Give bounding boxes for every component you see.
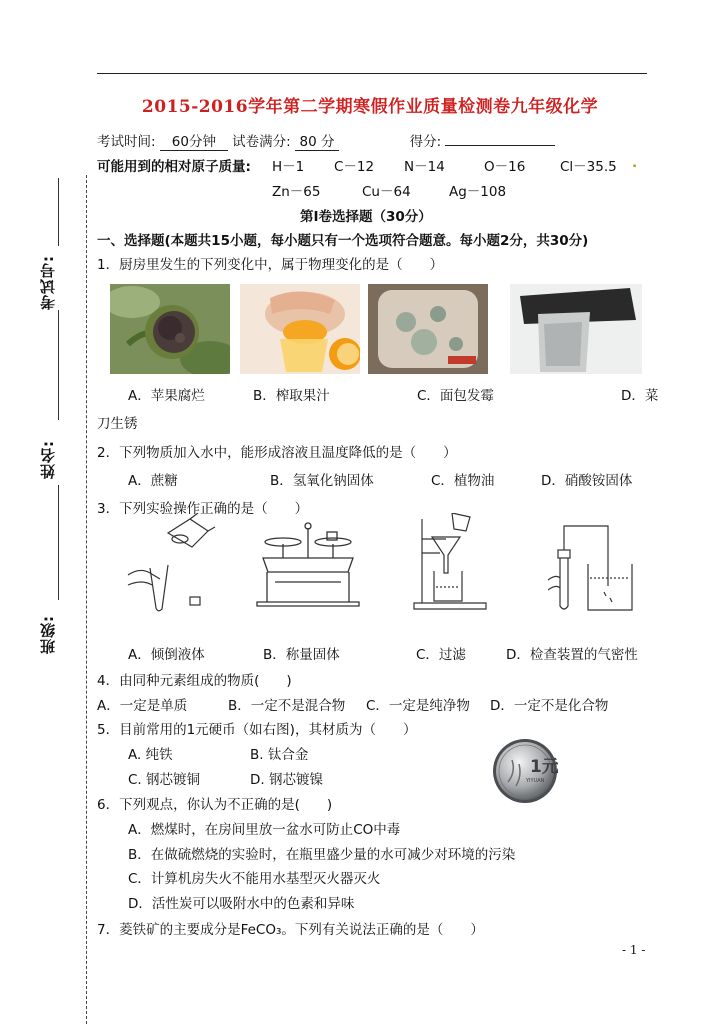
q1-photo-rotten-apple	[110, 284, 230, 374]
q6-option-d[interactable]: D．活性炭可以吸附水中的色素和异味	[128, 896, 355, 912]
section-title: 第Ⅰ卷选择题（30分）	[300, 209, 432, 225]
q3-stem: 3．下列实验操作正确的是（ ）	[97, 501, 309, 517]
atomic-mass-row	[97, 155, 251, 175]
q4-option-d[interactable]: D．一定不是化合物	[490, 698, 609, 714]
got-score-field[interactable]	[445, 145, 555, 146]
q1-photo-moldy-bread	[368, 284, 488, 374]
q7-stem: 7．菱铁矿的主要成分是FeCO₃。下列有关说法正确的是（ ）	[97, 922, 484, 938]
mass-h: H－1	[272, 159, 305, 175]
side-field-name	[30, 440, 64, 479]
mass-c: C－12	[334, 159, 375, 175]
q5-option-b[interactable]: B. 钛合金	[250, 747, 309, 763]
q3-option-d[interactable]: D．检查装置的气密性	[506, 647, 638, 663]
q3-figure-airtightness	[548, 518, 638, 617]
exam-title: 2015-2016学年第二学期寒假作业质量检测卷九年级化学	[141, 97, 599, 117]
part-title: 一、选择题(本题共15小题，每小题只有一个选项符合题意。每小题2分，共30分)	[97, 233, 589, 249]
q2-option-d[interactable]: D．硝酸铵固体	[541, 473, 633, 489]
q1-option-b[interactable]: B．榨取果汁	[253, 388, 330, 404]
q6-option-b[interactable]: B．在做硫燃烧的实验时，在瓶里盛少量的水可减少对环境的污染	[128, 847, 516, 863]
mass-cu: Cu－64	[362, 184, 411, 200]
coin-denomination: 1元	[530, 757, 558, 777]
q2-option-a[interactable]: A．蔗糖	[128, 473, 178, 489]
side-label-class: 班级:	[38, 615, 57, 654]
q3-option-a[interactable]: A．倾倒液体	[128, 647, 205, 663]
q1-photo-rusty-knife	[510, 284, 642, 374]
q2-stem: 2．下列物质加入水中，能形成溶液且温度降低的是（ ）	[97, 445, 457, 461]
side-label-name: 姓名:	[38, 440, 57, 479]
time-value: 60分钟	[160, 130, 228, 151]
q5-option-a[interactable]: A. 纯铁	[128, 747, 173, 763]
q6-stem: 6．下列观点，你认为不正确的是( )	[97, 797, 333, 813]
q1-option-d-cont: 刀生锈	[97, 416, 138, 432]
q2-option-b[interactable]: B．氢氧化钠固体	[270, 473, 374, 489]
q4-stem: 4．由同种元素组成的物质( )	[97, 673, 292, 689]
score-value: 80 分	[295, 130, 339, 151]
q3-figure-balance	[253, 520, 363, 614]
q1-stem: 1．厨房里发生的下列变化中，属于物理变化的是（ ）	[97, 257, 444, 273]
exam-info-row	[97, 130, 555, 151]
q3-option-b[interactable]: B．称量固体	[263, 647, 340, 663]
q3-figure-pour-liquid	[120, 513, 220, 617]
q5-stem: 5．目前常用的1元硬币（如右图)，其材质为（ ）	[97, 722, 417, 738]
q1-option-a[interactable]: A．苹果腐烂	[128, 388, 205, 404]
page-number: - 1 -	[622, 943, 646, 957]
q1-photo-juicer	[240, 284, 360, 374]
q1-option-c[interactable]: C．面包发霉	[417, 388, 494, 404]
q4-option-b[interactable]: B．一定不是混合物	[228, 698, 346, 714]
q4-option-a[interactable]: A．一定是单质	[97, 698, 188, 714]
binding-dashed-line	[86, 175, 87, 1024]
side-line-class	[58, 485, 59, 600]
time-label: 考试时间:	[97, 134, 156, 150]
side-line-exam-number	[58, 178, 59, 246]
q5-option-c[interactable]: C. 钢芯镀铜	[128, 772, 201, 788]
q6-option-c[interactable]: C．计算机房失火不能用水基型灭火器灭火	[128, 871, 381, 887]
q3-figure-filtration	[410, 513, 490, 617]
side-label-exam-number: 考试号:	[38, 255, 57, 310]
q3-option-c[interactable]: C．过滤	[416, 647, 466, 663]
atomic-mass-label: 可能用到的相对原子质量:	[97, 159, 251, 175]
mass-n: N－14	[404, 159, 445, 175]
q5-option-d[interactable]: D. 钢芯镀镍	[250, 772, 323, 788]
q4-option-c[interactable]: C．一定是纯净物	[366, 698, 470, 714]
side-field-class	[30, 615, 64, 654]
score-label: 试卷满分:	[232, 134, 291, 150]
q1-option-d[interactable]: D．菜	[621, 388, 659, 404]
mass-zn: Zn－65	[272, 184, 321, 200]
mass-o: O－16	[484, 159, 526, 175]
header-rule	[97, 73, 647, 74]
q5-coin-image	[492, 738, 558, 804]
coin-small-text: YIYUAN	[526, 778, 545, 784]
side-field-exam-number	[30, 255, 64, 310]
mass-period: .	[632, 155, 638, 171]
q2-option-c[interactable]: C．植物油	[431, 473, 495, 489]
mass-cl: Cl－35.5	[560, 159, 617, 175]
got-score-label: 得分:	[409, 134, 442, 150]
mass-ag: Ag－108	[449, 184, 507, 200]
q6-option-a[interactable]: A．燃煤时，在房间里放一盆水可防止CO中毒	[128, 822, 401, 838]
side-line-name	[58, 310, 59, 420]
